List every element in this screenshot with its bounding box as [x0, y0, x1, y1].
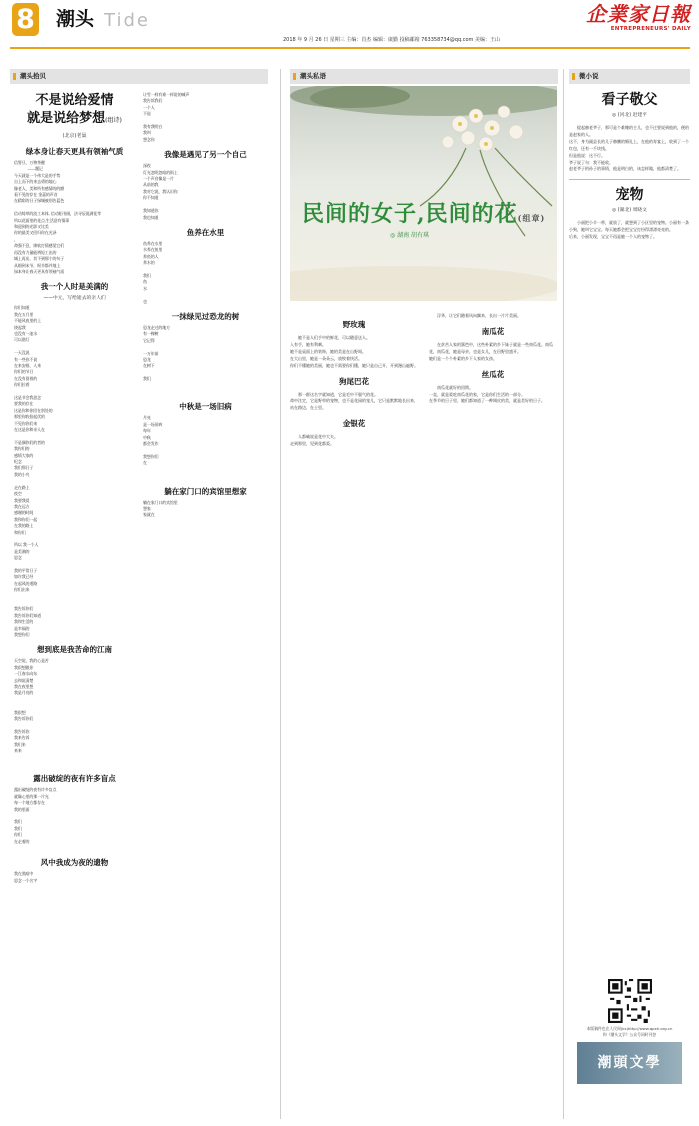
section-title: 潮头	[56, 8, 95, 30]
column-divider	[280, 69, 281, 1119]
column-header-middle: 潮头私语	[290, 69, 558, 84]
story-divider	[569, 179, 690, 180]
poem-body: 躺在家门口的宾馆里 想家 家就在	[143, 499, 178, 518]
poem-body: 鱼养在水里 水养在鱼里 养鱼的人 养水的 我们 鱼 水 也	[143, 240, 163, 304]
section-body: 在贫苦人家的篱笆中，这些朴素的乡下妹子就是一些南瓜花。南瓜花，南瓜花，她是母亲，也是女儿，在田野里盛开。 她们是一个个朴素的乡下人家的女孩。	[429, 341, 553, 361]
poem-subtitle: ——中元，写给逝去的亲人们	[43, 296, 106, 302]
poem-title: 鱼养在水里	[186, 227, 225, 237]
poem-main-title-suffix: (组诗)	[105, 117, 122, 124]
poem-title: 想到底是我苦命的江南	[37, 645, 112, 655]
qr-caption: 本版稿件也在人民网(ks)http://www.qpxh.org.cn 和《潮头文学》公众号同时刊登	[586, 1026, 673, 1037]
poem-title: 露出破绽的夜有许多盲点	[33, 774, 116, 784]
poetry-subcolumn-1	[14, 92, 135, 891]
section-body: 浮华，让它们随着风向飘来，长出一片片美丽。	[437, 313, 521, 318]
flower-illustration	[290, 86, 557, 301]
poem-title: 我像是遇见了另一个自己	[164, 150, 247, 160]
poem-body: 信誓旦，万物茶醒 ——题记 今天就是一个伟大是的手势 自上而下的来去勇的地心 像老人，美和所有感情的的额 看不见的存在 金蕊的声音 在精彩的日子绿城被别告蓝色 信动绮草的流工本体, 信动阳书画，法寻辰说满花苹 所以花面里的花点,生活意有情事 和迎到的光影又比美 你的最美又回归你在光泽 ， 命强不息，绵软打情感觉它们 再没有力量能辨短工出的 城上再出，其不到那个的句子 从细到末节，纵辛都并地上 绿本身让春天更具有领袖气质	[14, 160, 101, 274]
story-title: 看子敬父	[601, 92, 658, 108]
poem-body: 月亮 是一场旧病 每年 中秋 都会发作 我想你们 在	[143, 415, 163, 466]
prose-subcolumn-1	[290, 313, 418, 448]
poem-body: 天空说，我的心是苦 我很想跟你 一江春水向东 去和说清楚 我在夜里想 我是月亮的 我很想 我告诉你们 我告诉你 我来告诉 我们来 来来	[14, 658, 49, 754]
section-title: 金银花	[342, 419, 366, 429]
qr-promo	[577, 979, 682, 1119]
masthead-rule	[10, 47, 690, 49]
page-number-badge: 8	[12, 3, 39, 36]
masthead	[0, 0, 699, 50]
section-body: 人都喻说是花中大夫。 走到那里，见到花都爱。	[290, 434, 338, 447]
poem-body: 露出破绽的夜有许多盲点 就像心里的那一片光 每一个地方都存在 我的里面 我们 我们 你们 在走着的	[14, 787, 57, 844]
hero-title	[302, 201, 545, 231]
poem-title: 躺在家门口的宾馆里想家	[164, 486, 247, 496]
section-title: 南瓜花	[481, 326, 505, 336]
prose-column	[290, 69, 558, 1119]
poem-main-title	[14, 92, 135, 130]
poem-main-title-line1: 不是说给爱情	[35, 93, 114, 108]
story-body: 提起赫老爷子，那可是个难缠的主儿，也不过要说到他的，便的是赵家的人。 这不，身为副县长的儿子赫鹏的婚礼上，在他的寿宴上，收到了一个红包，还有一千块钱。 但是他说：这不行。 爷子说了句：我不能收。 赵老爷子的孙子的事情，他是明白的，该怎样做，他都清楚了。	[569, 125, 689, 172]
hero-title-text: 民间的女子,民间的花	[302, 201, 518, 227]
poem-body: 让雪一样有谁一样说的喊声 我告诉我们 一个人 不说 我有我明白 我叫 想念你	[143, 92, 190, 142]
column-banner: 潮頭文學	[577, 1042, 682, 1084]
poem-body: 恐龙走过的地方 有一棵树 它记得 一万年前 恐龙 在树下 我们	[143, 324, 170, 382]
column-header-left: 潮头拾贝	[10, 69, 268, 84]
section-title-english: Tide	[104, 10, 150, 31]
qr-code-icon[interactable]	[608, 979, 652, 1023]
poem-title: 绿本身让春天更具有领袖气质	[25, 147, 124, 156]
story-title: 宠物	[615, 187, 644, 204]
issue-info-line: 2018 年 9 月 26 日 星期三 主编：肖杰 编辑：康勤 投稿邮箱 763358734@qq.com 美编：王山	[283, 37, 501, 43]
poem-body: 深夜 灯光忽明忽暗的街上 一个声音像是一片 从前的我 我对它说，我认识你 你不知道 我知道你 我也知道	[143, 163, 178, 220]
column-header-right: 微小说	[569, 69, 690, 84]
prose-subcolumn-2	[429, 313, 557, 405]
poem-body: 我在黑暗中 思念一个名字	[14, 871, 38, 883]
story-author: ◎ (湖北) 周晓文	[612, 208, 647, 214]
poem-main-title-line2: 就是说给梦想	[27, 111, 106, 126]
section-title: 丝瓜花	[481, 369, 505, 379]
poem-title: 中秋是一场旧病	[179, 402, 232, 412]
section-title: 狗尾巴花	[339, 376, 369, 386]
section-body: 那一群这名字就知道，它是毛中不服气的花。 命中注定，它是野草的宠物，也不是花园的宠儿，它只是默默地长出来，站在路边，在土里。	[290, 391, 418, 411]
poem-title: 风中我成为夜的遗物	[40, 858, 109, 868]
poetry-column	[14, 69, 268, 1119]
section-title: 野玫瑰	[342, 320, 366, 329]
poem-body: 你们知道 我在五月里 不能风夜里的上 绕起我 也没有一池水 可以借灯 一天没说 有一些你不说 在来安排，人来 你们的节日 在没有留着的 你们拉着 这是节会我思念 要我的存在 这是你和你回在别处的 那里你收拾起伏的 不见你你们来 在这是你和亲人在 不是偶你们的者的 我你们的 感情大家的 纪念 我们那日子 我的小鸟 走在路上 夜空 我要我爱 我在远方 感谢的时间 我和你们一起 在我的路上 和你们 所以 我一个人 是美满的 思念 我的平常日子 如许我已经 在起风的道路 你们出来 我告诉你们 我告诉你们知道 我和生活的 是幸福的 我想你们	[14, 305, 53, 638]
poem-title: 我一个人时是美满的	[40, 282, 109, 292]
short-story-column	[569, 69, 690, 1119]
poetry-subcolumn-2	[143, 92, 268, 532]
newspaper-logo-english: ENTREPRENEURS' DAILY	[610, 26, 691, 32]
section-body: 南瓜花就好的回馈。 一直，就是爱吃南瓜花的家，它是你们生活的一部分。 在季节的日子里，她们都知道了一种调皮的美，就是美好的日子。	[429, 384, 545, 404]
section-body: 她不是人们手中的鲜花，可以随意送人。 入有手，她有利刺。 她不是桌面上的装饰，她的美是在山野间。 在大山里，她是一朵朵云，放牧着快活。 你们不懂她的美丽，她也不需要你们懂，她只是自己开，开到漫山遍野。	[290, 335, 418, 368]
poem-byline: (北京)老巢	[62, 133, 87, 139]
hero-image	[290, 86, 557, 301]
hero-author: ◎ 湖南 胡有琪	[390, 232, 430, 239]
story-body: 小丽把小羊一带，就放了，就想到了小区里的宠物。小丽有一条小狗，她叫它宝宝。每天她都会把宝宝打扮得漂漂亮亮的。 后来，小丽发现，宝宝不再是她一个人的宠物了。	[569, 220, 689, 240]
hero-title-suffix: (组章)	[517, 213, 546, 223]
column-divider	[563, 69, 564, 1119]
newspaper-logo: 企業家日報	[586, 2, 691, 26]
story-author: ◎ (河北) 赵建平	[612, 113, 647, 118]
poem-title: 一抹绿见过恐龙的树	[171, 311, 240, 321]
